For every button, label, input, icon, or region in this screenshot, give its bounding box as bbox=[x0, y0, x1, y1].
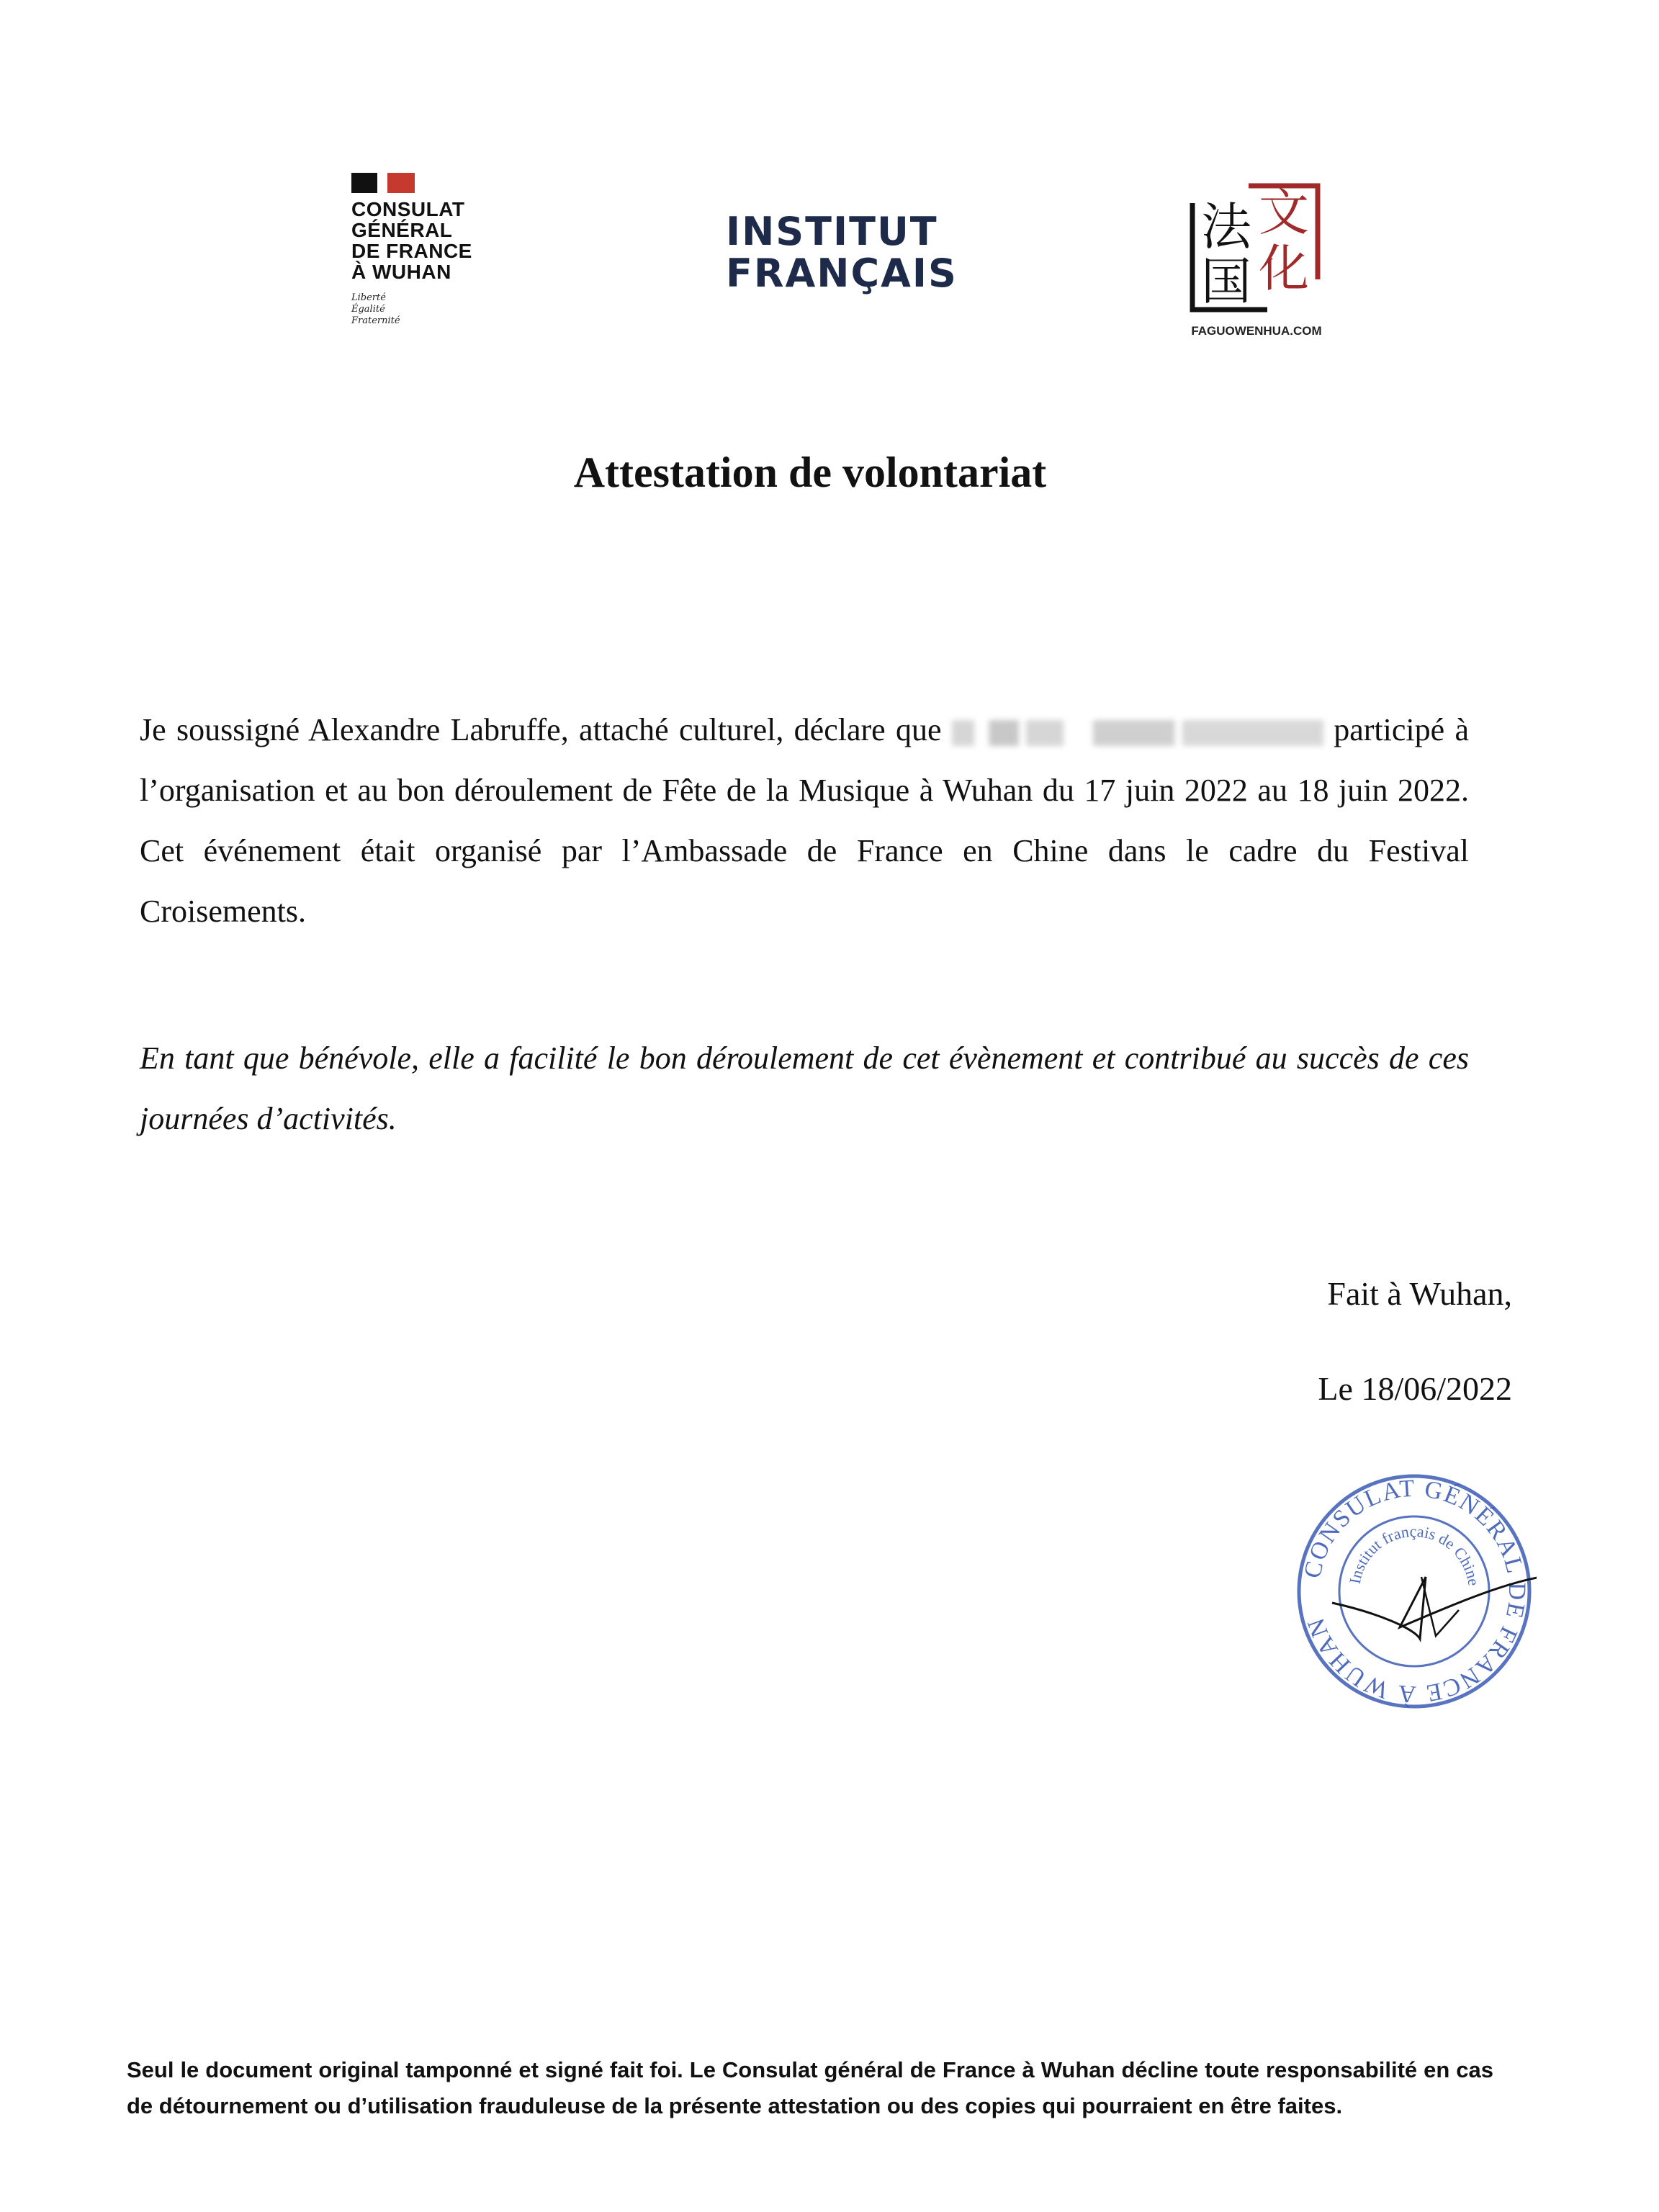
consulat-line: CONSULAT bbox=[351, 198, 465, 220]
motto-line: Liberté bbox=[351, 292, 386, 303]
attestation-intro: Je soussigné Alexandre Labruffe, attaché culturel, déclare que bbox=[140, 712, 942, 747]
consulat-line: À WUHAN bbox=[351, 261, 451, 283]
fgwh-char: 国 bbox=[1201, 252, 1251, 311]
attestation-body: participé à l’organisation et au bon déroulement de Fête de la Musique à Wuhan du 17 juin 2022 au 18 juin 2022. Cet événement était organisé par l’Ambassade de France en Chine dans le cadre du Festival Croisements. bbox=[140, 712, 1469, 929]
signature-place: Fait à Wuhan, bbox=[1327, 1275, 1512, 1312]
fgwh-char: 法 bbox=[1201, 197, 1251, 256]
institut-francais-logo bbox=[726, 209, 958, 304]
attestation-paragraph bbox=[140, 700, 1469, 942]
consulat-line: DE FRANCE bbox=[351, 240, 472, 262]
faguowenhua-logo bbox=[1188, 183, 1332, 349]
motto-line: Égalité bbox=[351, 304, 385, 315]
signature-date: Le 18/06/2022 bbox=[1318, 1370, 1512, 1407]
consulat-logo bbox=[351, 173, 517, 338]
motto-line: Fraternité bbox=[351, 315, 400, 326]
document-title: Attestation de volontariat bbox=[573, 449, 1047, 496]
redacted-name bbox=[952, 720, 1323, 746]
fgwh-char: 文 bbox=[1259, 183, 1309, 242]
volunteer-paragraph: En tant que bénévole, elle a facilité le bon déroulement de cet évènement et contribué au succès de ces journées d’activités. bbox=[140, 1040, 1469, 1136]
stamp-inner-text: Institut français de Chine bbox=[1345, 1521, 1483, 1587]
french-flag-icon bbox=[351, 173, 415, 193]
consulat-name bbox=[351, 199, 472, 282]
stamp-outer-text: CONSULAT GÉNÉRAL DE FRANCE À WUHAN bbox=[1299, 1475, 1531, 1708]
consulat-line: GÉNÉRAL bbox=[351, 219, 453, 241]
faguowenhua-url: FAGUOWENHUA.COM bbox=[1191, 324, 1322, 338]
legal-disclaimer: Seul le document original tamponné et signé fait foi. Le Consulat général de France à Wuhan décline toute responsabilité en cas de détournement ou d’utilisation frauduleuse de la présente attestation ou des copies qui pourraient en être faites. bbox=[127, 2057, 1493, 2118]
republic-motto bbox=[351, 292, 400, 327]
fgwh-char: 化 bbox=[1259, 239, 1309, 298]
official-stamp bbox=[1292, 1469, 1537, 1714]
institut-logo-line1: INSTITUT bbox=[726, 209, 938, 254]
institut-logo-line2: FRANÇAIS bbox=[726, 251, 958, 296]
